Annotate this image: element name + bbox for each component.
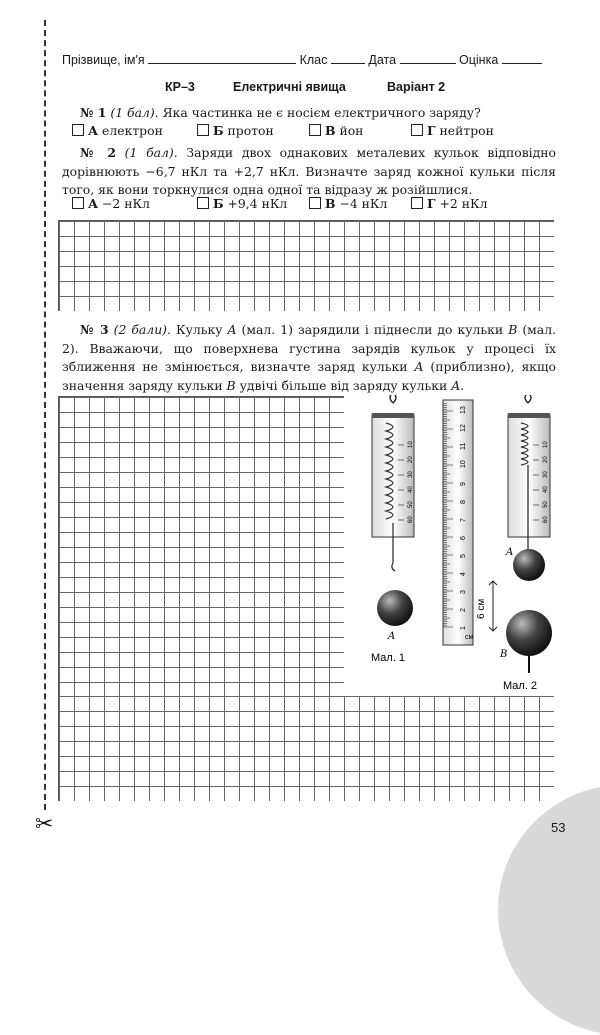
q1-points: (1 бал) [110, 105, 155, 120]
q2-points: (1 бал) [124, 145, 174, 160]
page-corner-decoration [498, 785, 600, 1035]
date-label: Дата [368, 53, 397, 67]
checkbox[interactable] [411, 124, 423, 136]
ruler-label: 4 [460, 572, 467, 576]
dyn-label: 20 [408, 456, 414, 463]
checkbox[interactable] [72, 197, 84, 209]
ruler-label: 10 [460, 460, 467, 468]
test-topic: Електричні явища [233, 80, 346, 94]
student-info-header [62, 52, 556, 67]
q1-option-b[interactable]: Б протон [197, 123, 274, 138]
grade-label: Оцінка [459, 53, 499, 67]
q1-number: № 1 [80, 105, 107, 120]
answer-grid-2-bottom[interactable] [58, 696, 554, 801]
ball-a-fig2 [513, 549, 545, 581]
answer-grid-2-left[interactable] [58, 396, 344, 697]
checkbox[interactable] [309, 124, 321, 136]
checkbox[interactable] [309, 197, 321, 209]
q1-text: . Яка частинка не є носієм електричного заряду? [154, 105, 481, 120]
checkbox[interactable] [72, 124, 84, 136]
dyn-label: 30 [543, 471, 549, 478]
surname-label: Прізвище, ім'я [62, 53, 145, 67]
dynamometer-1 [372, 395, 414, 571]
ruler-label: 5 [460, 554, 467, 558]
dyn-label: 10 [408, 441, 414, 448]
dyn-label: 40 [408, 486, 414, 493]
surname-field[interactable] [148, 52, 296, 64]
q2-option-b[interactable]: Б +9,4 нКл [197, 196, 287, 211]
q1-option-c[interactable]: В йон [309, 123, 363, 138]
checkbox[interactable] [197, 197, 209, 209]
question-2 [62, 144, 556, 200]
checkbox[interactable] [411, 197, 423, 209]
page-number: 53 [551, 820, 566, 835]
q3-points: (2 бали) [113, 322, 168, 337]
q1-options [62, 123, 556, 141]
dynamometer-2 [508, 395, 550, 555]
label-b: B [500, 649, 508, 660]
q1-option-d[interactable]: Г нейтрон [411, 123, 494, 138]
ruler-label: 11 [460, 442, 467, 450]
ruler-label: 13 [460, 406, 467, 414]
ball-a-fig1 [377, 590, 413, 626]
dyn-label: 50 [408, 501, 414, 508]
fig2-caption: Мал. 2 [503, 680, 538, 692]
ruler [443, 400, 474, 645]
answer-grid-1[interactable] [58, 220, 554, 311]
ruler-label: 7 [460, 518, 467, 522]
ruler-label: 3 [460, 590, 467, 594]
q1-option-a[interactable]: А електрон [72, 123, 163, 138]
q2-options [62, 196, 556, 214]
scissors-icon: ✂ [35, 812, 54, 837]
ruler-label: 9 [460, 482, 467, 486]
q2-text: . Заряди двох однакових металевих кульок відповідно дорівнюють −6,7 нКл та +2,7 нКл. Визначте заряд кожної кульки після того, як вони торкнулися одна одної та відразу ж розійшлися. [62, 145, 556, 197]
ruler-label: 8 [460, 500, 467, 504]
dyn-label: 60 [408, 516, 414, 523]
fig1-caption: Мал. 1 [371, 652, 406, 664]
dyn-label: 10 [543, 441, 549, 448]
cut-line [44, 20, 46, 810]
question-1 [62, 104, 556, 123]
ruler-label: 12 [460, 424, 467, 432]
ruler-label: 1 [460, 626, 467, 630]
test-variant: Варіант 2 [387, 80, 446, 94]
q2-option-c[interactable]: В −4 нКл [309, 196, 387, 211]
grade-field[interactable] [502, 52, 542, 64]
checkbox[interactable] [197, 124, 209, 136]
class-label: Клас [299, 53, 328, 67]
class-field[interactable] [331, 52, 365, 64]
ruler-label: 2 [460, 608, 467, 612]
question-3: № 3 (2 бали). Кульку A (мал. 1) зарядили і піднесли до кульки B (мал. 2). Вважаючи, що поверхнева густина зарядів кульок у процесі їх зближення не змінюється, визначте заряд кульки A (приблизно), якщо значення заряду кульки B удвічі більше від заряду кульки A. [62, 322, 557, 393]
q2-number: № 2 [80, 145, 116, 160]
dyn-label: 60 [543, 516, 549, 523]
label-a-fig2: A [506, 547, 514, 558]
q2-option-a[interactable]: А −2 нКл [72, 196, 150, 211]
dyn-label: 20 [543, 456, 549, 463]
date-field[interactable] [400, 52, 456, 64]
ruler-label: 6 [460, 536, 467, 540]
label-a-fig1: A [388, 631, 396, 642]
ball-b [506, 610, 552, 656]
q3-number: № 3 [80, 322, 109, 337]
test-code: КР–3 [165, 80, 195, 94]
figures-illustration [353, 395, 568, 695]
ruler-unit: см [465, 634, 474, 641]
dyn-label: 40 [543, 486, 549, 493]
dyn-label: 30 [408, 471, 414, 478]
dyn-label: 50 [543, 501, 549, 508]
q2-option-d[interactable]: Г +2 нКл [411, 196, 487, 211]
distance-label: 6 см [476, 598, 487, 619]
